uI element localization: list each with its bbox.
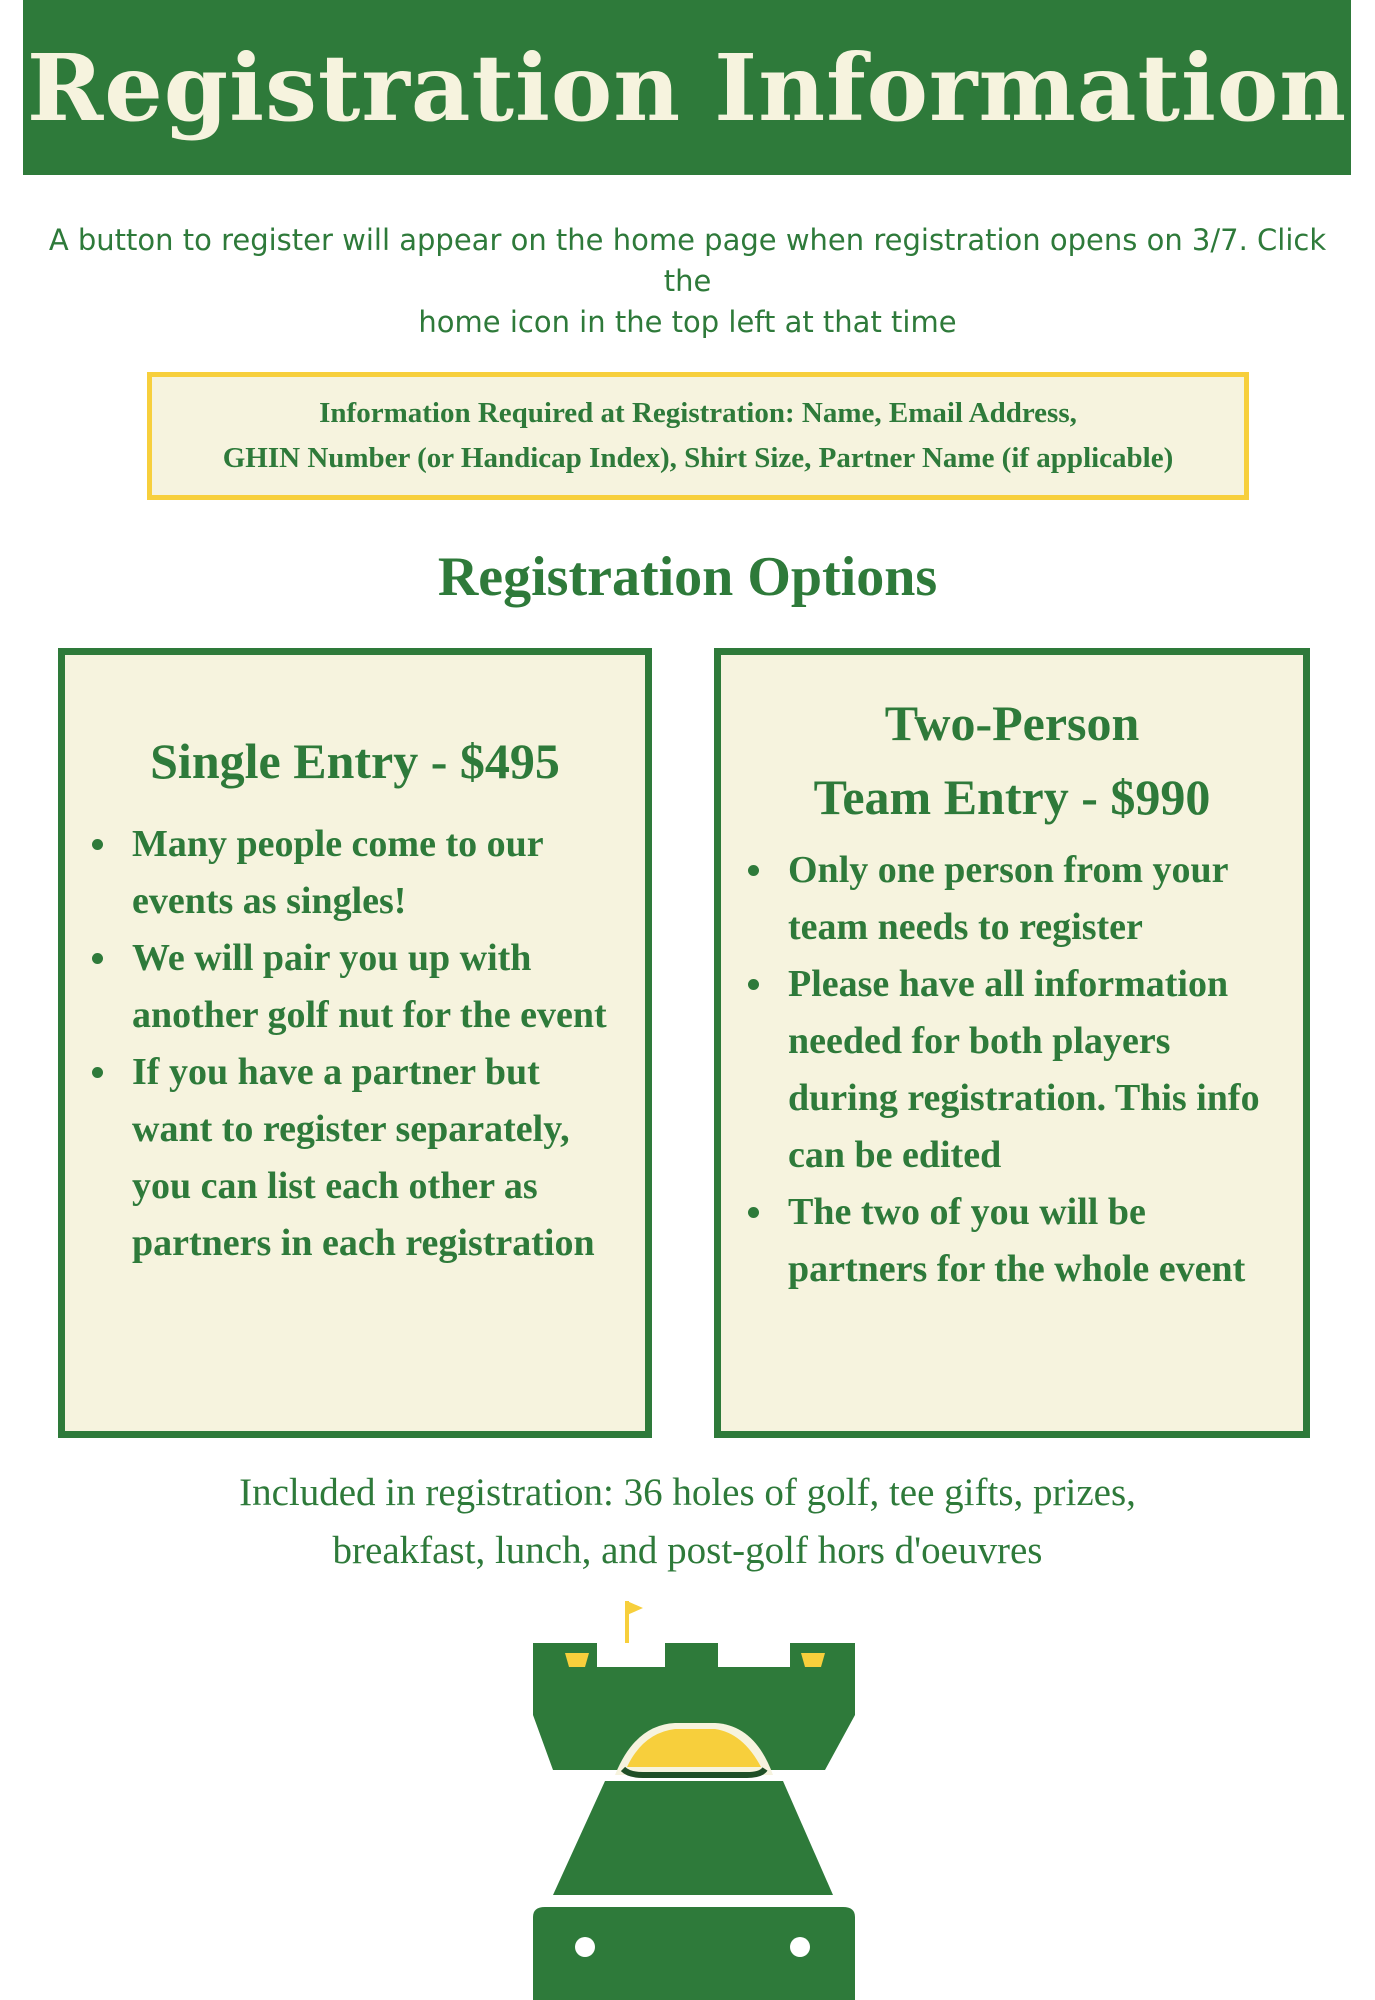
castle-flag-logo-icon (525, 1595, 860, 2000)
team-entry-title (721, 686, 1303, 834)
list-item (132, 1044, 625, 1272)
team-entry-card (714, 648, 1310, 1438)
registration-notice (40, 220, 1335, 343)
list-item (788, 1184, 1283, 1298)
list-item-text: If you have a partner but want to register separately, you can list each other as partners in each registration (132, 1051, 595, 1264)
team-entry-title-line-2: Team Entry - $990 (813, 769, 1211, 825)
notice-line-2: home icon in the top left at that time (418, 305, 957, 339)
list-item-text: We will pair you up with another golf nut for the event (132, 937, 607, 1036)
single-entry-card (58, 648, 652, 1438)
required-info-box (147, 372, 1249, 500)
included-in-registration (0, 1464, 1375, 1580)
bullet-icon (748, 1207, 759, 1218)
bullet-icon (92, 1067, 103, 1078)
registration-options-heading: Registration Options (437, 546, 938, 608)
notice-line-1: A button to register will appear on the home page when registration opens on 3/7. Click the (48, 223, 1327, 298)
included-line-2: breakfast, lunch, and post-golf hors d'oeuvres (332, 1529, 1043, 1572)
page-header (23, 0, 1351, 175)
included-line-1: Included in registration: 36 holes of golf, tee gifts, prizes, (239, 1471, 1136, 1514)
list-item-text: Only one person from your team needs to register (788, 849, 1228, 948)
team-entry-list (721, 842, 1303, 1298)
bullet-icon (92, 953, 103, 964)
list-item (132, 816, 625, 930)
single-entry-list (65, 816, 645, 1272)
bullet-icon (748, 865, 759, 876)
list-item-text: The two of you will be partners for the whole event (788, 1191, 1246, 1290)
bullet-icon (748, 979, 759, 990)
required-info-line-2: GHIN Number (or Handicap Index), Shirt Size, Partner Name (if applicable) (222, 442, 1174, 474)
single-entry-title: Single Entry - $495 (150, 733, 560, 789)
list-item (788, 956, 1283, 1184)
list-item (132, 930, 625, 1044)
list-item-text: Many people come to our events as singles! (132, 823, 543, 922)
page-title: Registration Information (26, 33, 1348, 142)
required-info-line-1: Information Required at Registration: Name, Email Address, (319, 397, 1077, 429)
bullet-icon (92, 839, 103, 850)
team-entry-title-line-1: Two-Person (884, 695, 1140, 751)
list-item (788, 842, 1283, 956)
list-item-text: Please have all information needed for both players during registration. This info can be edited (788, 963, 1260, 1176)
